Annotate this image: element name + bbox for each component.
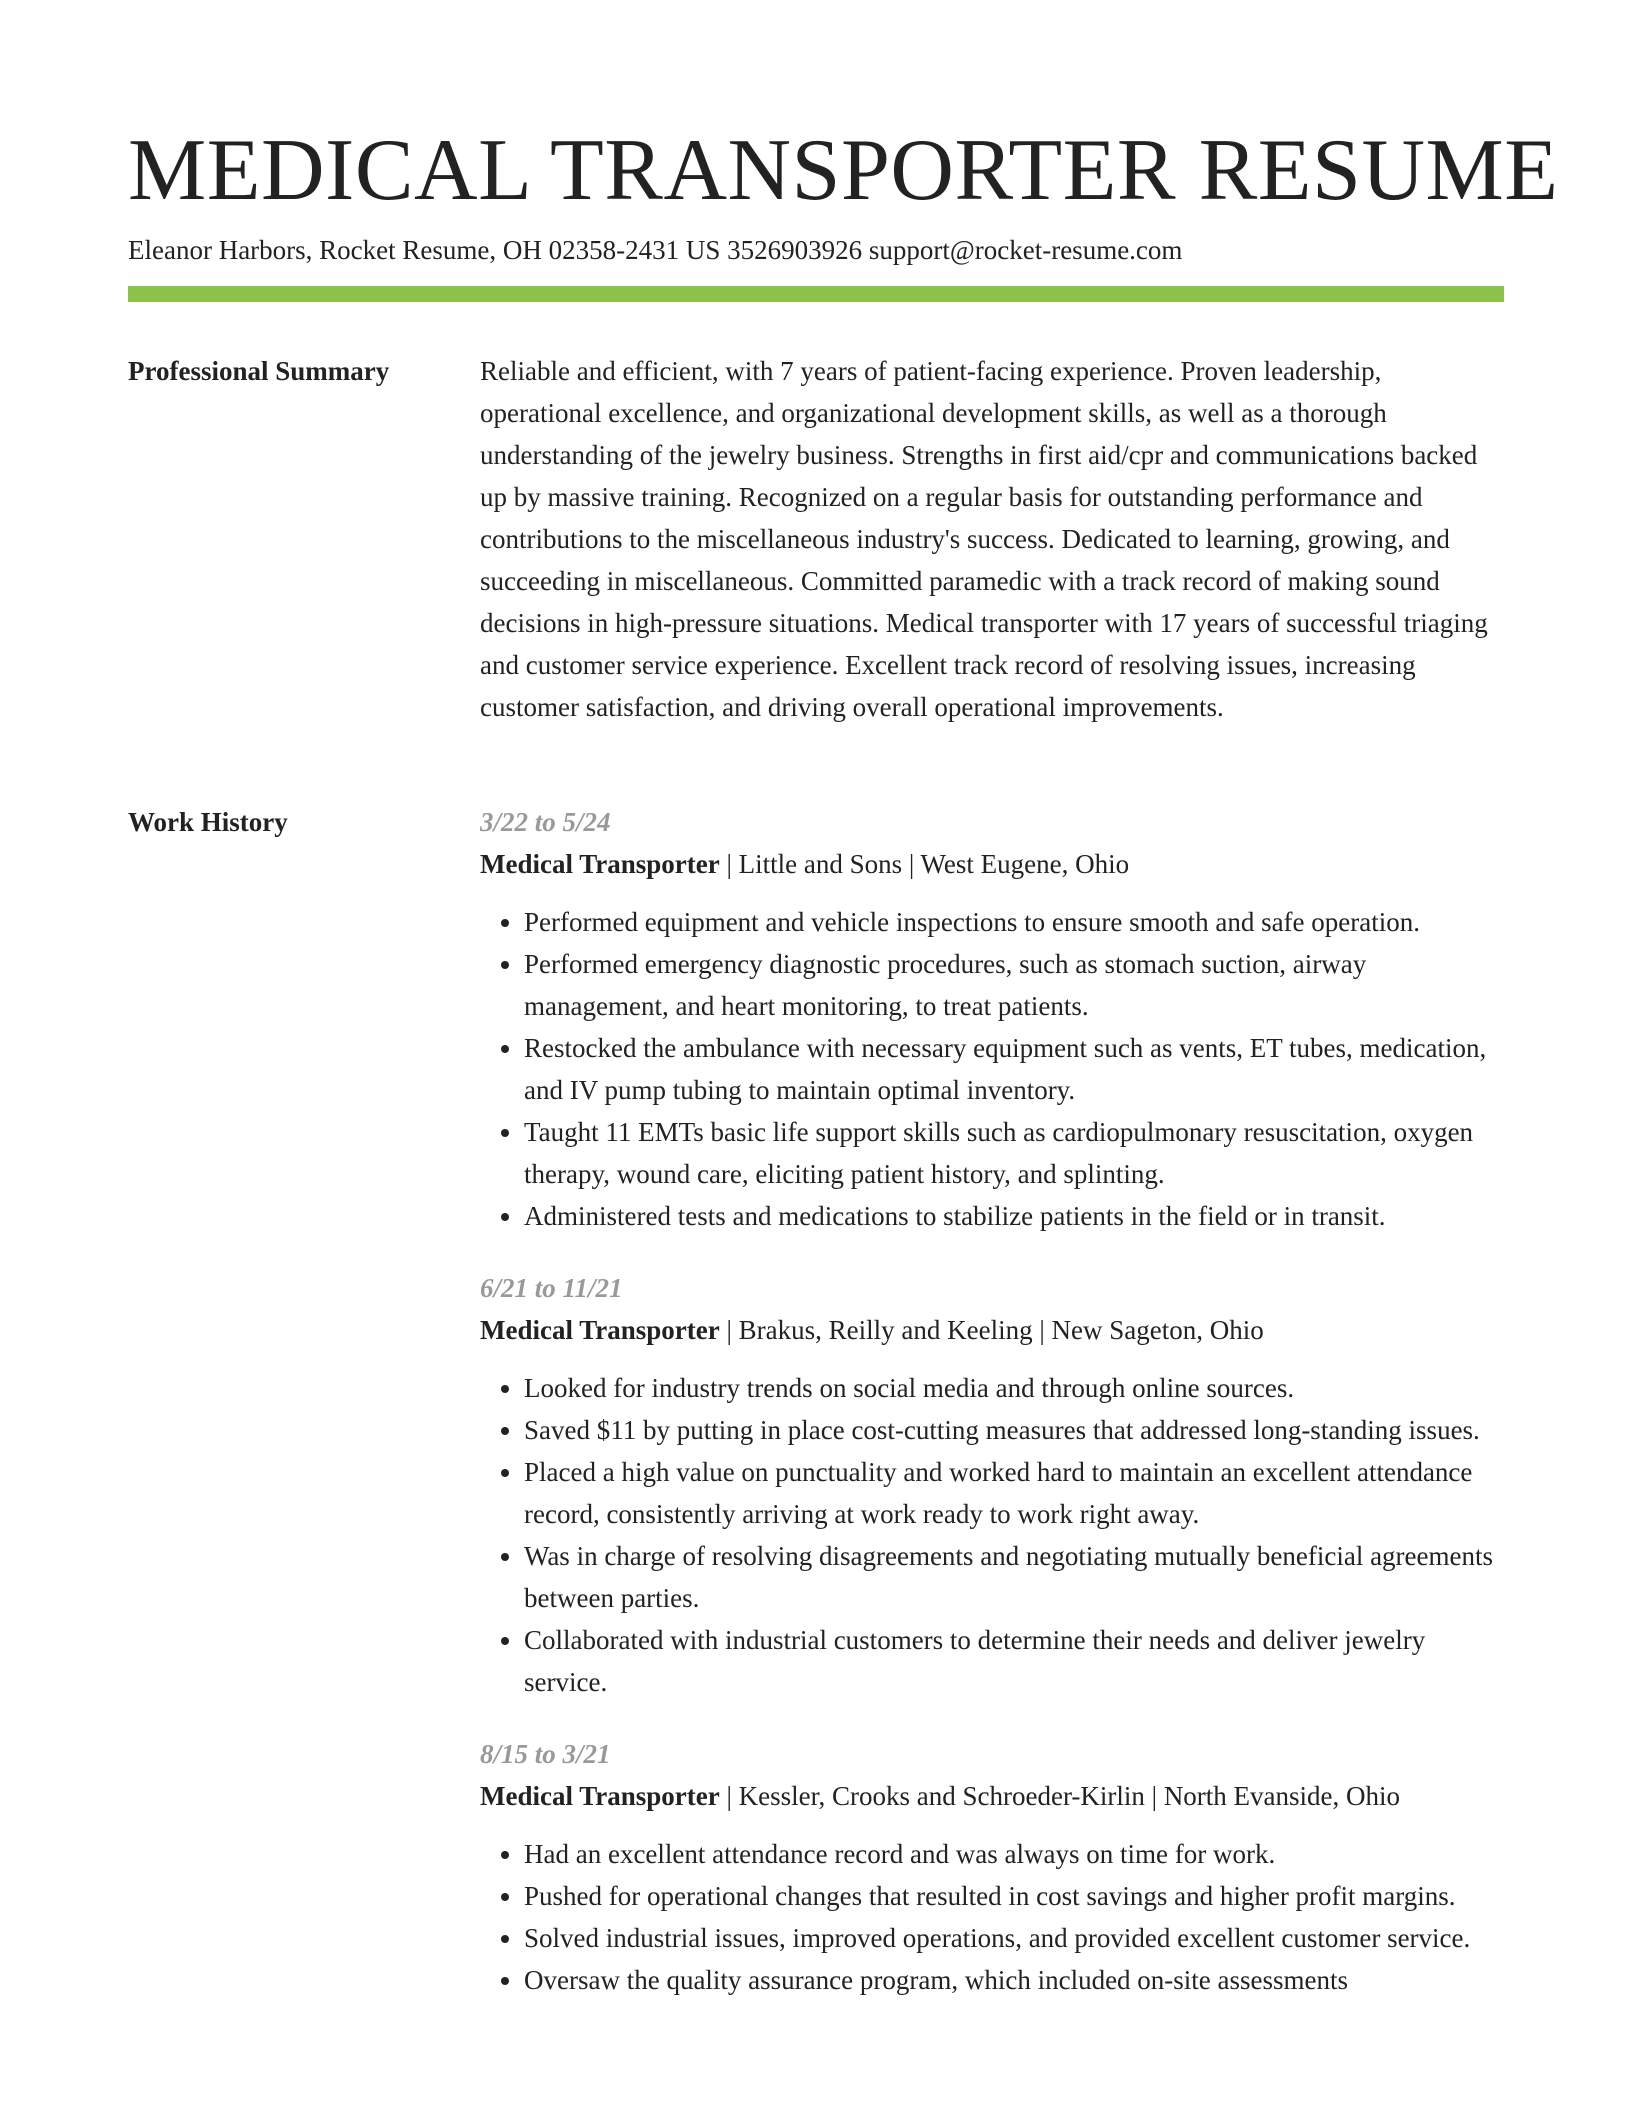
job-heading: [480, 1309, 1504, 1351]
separator: |: [719, 849, 739, 879]
separator: |: [1144, 1781, 1164, 1811]
job-company: Little and Sons: [738, 849, 903, 879]
job-location: West Eugene, Ohio: [920, 849, 1130, 879]
job-bullet: • Performed equipment and vehicle inspections to ensure smooth and safe operation.: [524, 901, 1504, 943]
job-bullet: • Placed a high value on punctuality and worked hard to maintain an excellent attendance record, consistently arriving at work ready to work right away.: [524, 1451, 1504, 1535]
separator: |: [902, 849, 921, 879]
contact-line: Eleanor Harbors, Rocket Resume, OH 02358-2431 US 3526903926 support@rocket-resume.com: [128, 235, 1183, 265]
job-dates: 6/21 to 11/21: [480, 1273, 623, 1303]
job-bullet: • Pushed for operational changes that resulted in cost savings and higher profit margins.: [524, 1875, 1504, 1917]
job-dates: 3/22 to 5/24: [480, 807, 611, 837]
summary-body: [480, 350, 1504, 728]
job-location: New Sageton, Ohio: [1051, 1315, 1264, 1345]
job-bullet: • Restocked the ambulance with necessary equipment such as vents, ET tubes, medication, and IV pump tubing to maintain optimal inventory.: [524, 1027, 1504, 1111]
header-accent-rule: [128, 286, 1504, 302]
job-location: North Evanside, Ohio: [1163, 1781, 1401, 1811]
job-bullet: • Had an excellent attendance record and was always on time for work.: [524, 1833, 1504, 1875]
job-heading: [480, 1775, 1504, 1817]
work-history-body: [480, 801, 1504, 2031]
job-bullet: • Taught 11 EMTs basic life support skills such as cardiopulmonary resuscitation, oxygen therapy, wound care, eliciting patient history, and splinting.: [524, 1111, 1504, 1195]
separator: |: [1032, 1315, 1052, 1345]
job-bullet: • Saved $11 by putting in place cost-cutting measures that addressed long-standing issues.: [524, 1409, 1504, 1451]
job-dates: 8/15 to 3/21: [480, 1739, 611, 1769]
job-bullet-list: [480, 901, 1504, 1237]
job-heading: [480, 843, 1504, 885]
job-entry: [480, 801, 1504, 1237]
job-bullet-list: [480, 1833, 1504, 2001]
job-bullet-list: [480, 1367, 1504, 1703]
resume-title: MEDICAL TRANSPORTER RESUME: [128, 122, 1559, 219]
job-bullet: • Administered tests and medications to stabilize patients in the field or in transit.: [524, 1195, 1504, 1237]
job-entry: [480, 1733, 1504, 2001]
job-bullet: • Solved industrial issues, improved operations, and provided excellent customer service.: [524, 1917, 1504, 1959]
job-bullet: • Collaborated with industrial customers to determine their needs and deliver jewelry service.: [524, 1619, 1504, 1703]
summary-text: Reliable and efficient, with 7 years of patient-facing experience. Proven leadership, operational excellence, and organizational development skills, as well as a thorough understanding of the jewelry business. Strengths in first aid/cpr and communications backed up by massive training. Recognized on a regular basis for outstanding performance and contributions to the miscellaneous industry's success. Dedicated to learning, growing, and succeeding in miscellaneous. Committed paramedic with a track record of making sound decisions in high-pressure situations. Medical transporter with 17 years of successful triaging and customer service experience. Excellent track record of resolving issues, increasing customer satisfaction, and driving overall operational improvements.: [480, 356, 1488, 722]
job-entry: [480, 1267, 1504, 1703]
job-bullet: • Oversaw the quality assurance program, which included on-site assessments: [524, 1959, 1504, 2001]
job-company: Kessler, Crooks and Schroeder-Kirlin: [738, 1781, 1145, 1811]
separator: |: [719, 1781, 739, 1811]
job-title: Medical Transporter: [480, 1315, 720, 1345]
job-title: Medical Transporter: [480, 1781, 720, 1811]
job-bullet: • Looked for industry trends on social media and through online sources.: [524, 1367, 1504, 1409]
job-title: Medical Transporter: [480, 849, 720, 879]
job-bullet: • Performed emergency diagnostic procedures, such as stomach suction, airway management, and heart monitoring, to treat patients.: [524, 943, 1504, 1027]
section-label-work-history: Work History: [128, 807, 288, 837]
separator: |: [719, 1315, 739, 1345]
job-company: Brakus, Reilly and Keeling: [738, 1315, 1033, 1345]
section-label-professional-summary: Professional Summary: [128, 356, 390, 386]
job-bullet: • Was in charge of resolving disagreements and negotiating mutually beneficial agreements between parties.: [524, 1535, 1504, 1619]
